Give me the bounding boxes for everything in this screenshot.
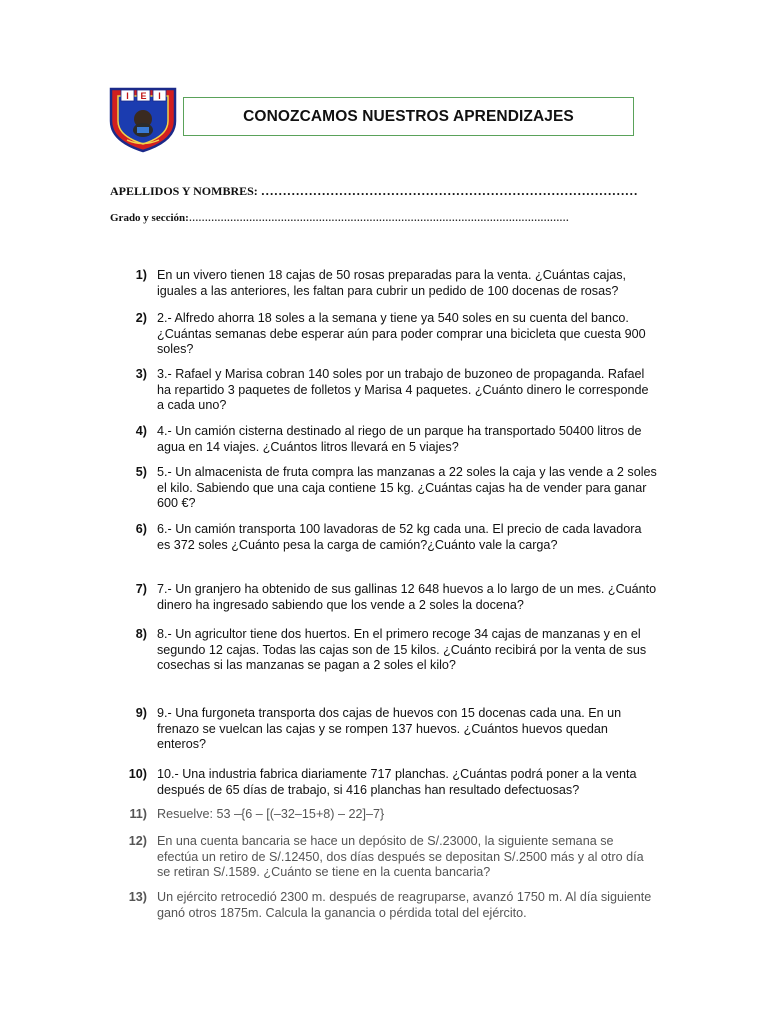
question-text: 5.- Un almacenista de fruta compra las manzanas a 22 soles la caja y las vende a 2 soles el kilo. Sabiendo que una caja contiene 15 kg. ¿Cuántas cajas ha de vender para ganar 600 €? xyxy=(157,465,657,510)
question-number: 6) xyxy=(135,522,147,536)
question-number: 5) xyxy=(135,465,147,479)
question-text: 8.- Un agricultor tiene dos huertos. En el primero recoge 34 cajas de manzanas y en el segundo 12 cajas. Todas las cajas son de 15 kilos. ¿Cuánto recibirá por la venta de sus cosechas si las manzanas se pagan a 2 soles el kilo? xyxy=(157,627,647,672)
question-number: 1) xyxy=(135,268,147,282)
grade-field xyxy=(110,212,569,224)
school-crest-logo xyxy=(107,83,179,153)
question-text: Resuelve: 53 –{6 – [(–32–15+8) – 22]–7} xyxy=(157,807,385,821)
question-number: 11) xyxy=(129,807,147,821)
question-text: En un vivero tienen 18 cajas de 50 rosas preparadas para la venta. ¿Cuántas cajas, iguales a las anteriores, les faltan para cubrir un pedido de 100 docenas de rosas? xyxy=(157,268,627,298)
question-5 xyxy=(110,465,658,512)
names-field xyxy=(110,183,638,199)
question-number: 12) xyxy=(128,834,147,848)
question-number: 10) xyxy=(128,767,147,781)
question-text: 4.- Un camión cisterna destinado al riego de un parque ha transportado 50400 litros de agua en 14 viajes. ¿Cuántos litros llevará en 5 viajes? xyxy=(157,424,642,454)
svg-text:I: I xyxy=(126,91,129,101)
question-6 xyxy=(110,522,658,553)
question-7 xyxy=(110,582,658,613)
question-number: 2) xyxy=(135,311,147,325)
page-title: CONOZCAMOS NUESTROS APRENDIZAJES xyxy=(243,107,574,125)
question-text: 3.- Rafael y Marisa cobran 140 soles por un trabajo de buzoneo de propaganda. Rafael ha repartido 3 paquetes de folletos y Marisa 4 paquetes. ¿Cuánto dinero le corresponde a cada uno? xyxy=(157,367,649,412)
question-8 xyxy=(110,627,658,674)
question-text: 7.- Un granjero ha obtenido de sus gallinas 12 648 huevos a lo largo de un mes. ¿Cuánto dinero ha ingresado sabiendo que los vende a 2 soles la docena? xyxy=(157,582,657,612)
question-number: 3) xyxy=(135,367,147,381)
grade-blank: ………………………………………………………………………………………………………… xyxy=(188,214,569,224)
names-blank: …………………………………………………………………………… xyxy=(260,183,638,198)
question-12 xyxy=(110,834,658,881)
question-1 xyxy=(110,268,658,299)
question-3 xyxy=(110,367,658,414)
question-2 xyxy=(110,311,658,358)
question-9 xyxy=(110,706,658,753)
svg-text:E: E xyxy=(140,91,147,101)
question-text: En una cuenta bancaria se hace un depósito de S/.23000, la siguiente semana se efectúa un retiro de S/.12450, dos días después se depositan S/.2500 más y al otro día se retiran S/.1589. ¿Cuánto se tiene en la cuenta bancaria? xyxy=(157,834,644,879)
question-number: 13) xyxy=(128,890,147,904)
question-13 xyxy=(110,890,658,921)
question-text: 2.- Alfredo ahorra 18 soles a la semana y tiene ya 540 soles en su cuenta del banco. ¿Cuántas semanas debe esperar aún para poder comprar una bicicleta que cuesta 900 soles? xyxy=(157,311,646,356)
question-10 xyxy=(110,767,658,798)
svg-text:I: I xyxy=(158,91,161,101)
question-number: 9) xyxy=(135,706,147,720)
question-text: 6.- Un camión transporta 100 lavadoras de 52 kg cada una. El precio de cada lavadora es 372 soles ¿Cuánto pesa la carga de camión?¿Cuánto vale la carga? xyxy=(157,522,642,552)
question-text: Un ejército retrocedió 2300 m. después de reagruparse, avanzó 1750 m. Al día siguiente ganó otros 1875m. Calcula la ganancia o pérdida total del ejército. xyxy=(157,890,652,920)
question-4 xyxy=(110,424,658,455)
question-number: 7) xyxy=(135,582,147,596)
question-11 xyxy=(110,807,658,823)
question-text: 10.- Una industria fabrica diariamente 717 planchas. ¿Cuántas podrá poner a la venta después de 65 días de trabajo, si 416 planchas han resultado defectuosas? xyxy=(157,767,637,797)
grade-label: Grado y sección: xyxy=(110,212,189,224)
question-number: 4) xyxy=(135,424,147,438)
question-text: 9.- Una furgoneta transporta dos cajas de huevos con 15 docenas cada una. En un frenazo se vuelcan las cajas y se rompen 137 huevos. ¿Cuántos huevos quedan enteros? xyxy=(157,706,622,751)
question-number: 8) xyxy=(135,627,147,641)
names-label: APELLIDOS Y NOMBRES: xyxy=(110,184,258,198)
title-box xyxy=(183,97,634,136)
